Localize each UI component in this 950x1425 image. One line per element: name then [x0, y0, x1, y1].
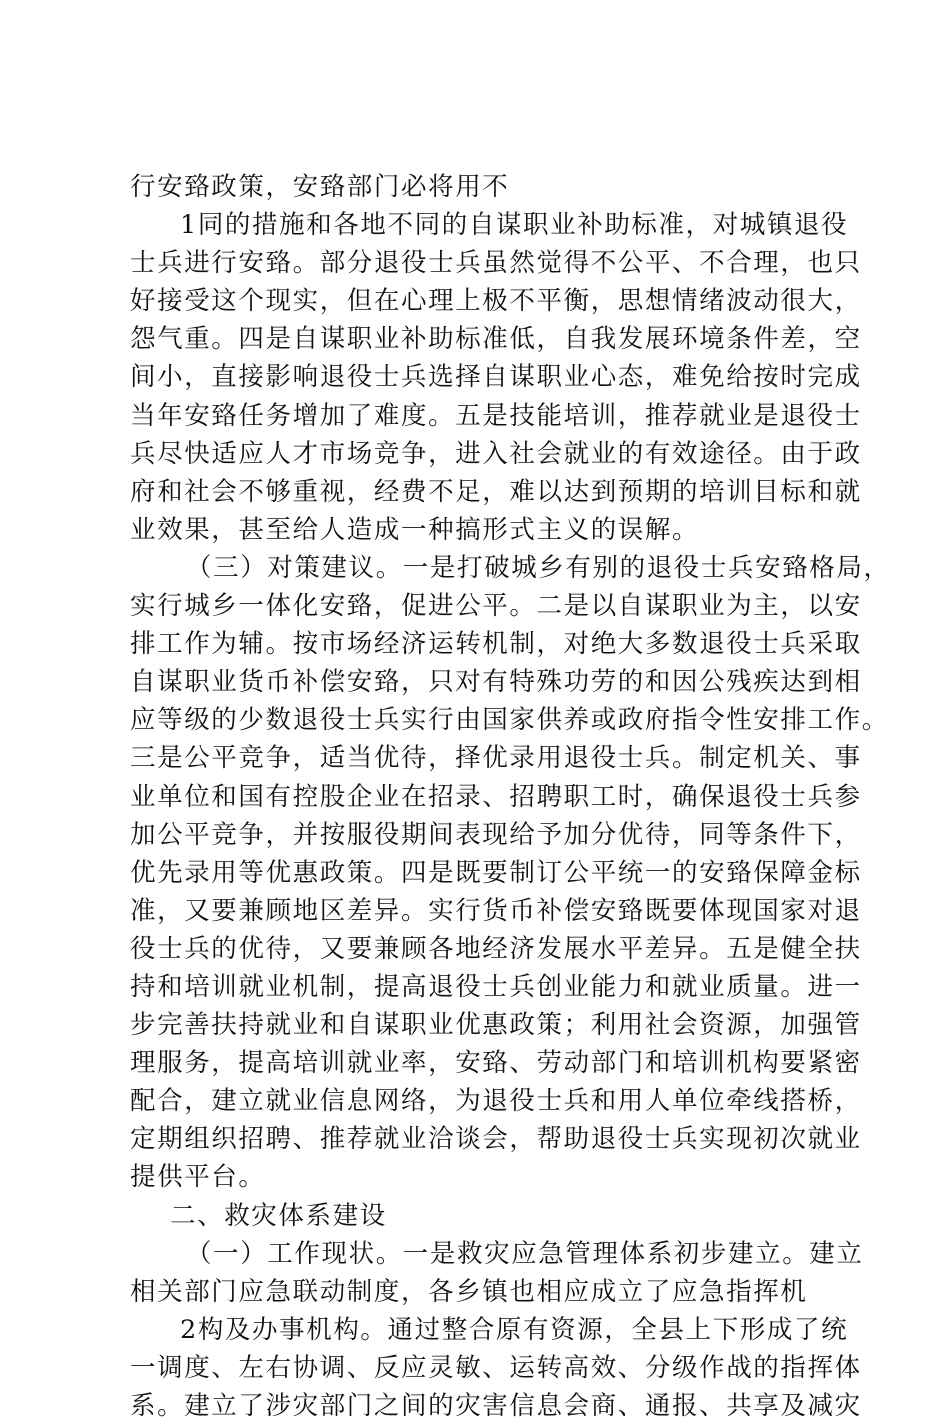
text-line: 定期组织招聘、推荐就业洽谈会，帮助退役士兵实现初次就业 [130, 1124, 862, 1155]
section-heading: 二、救灾体系建设 [170, 1200, 387, 1231]
text-line: 兵尽快适应人才市场竞争，进入社会就业的有效途径。由于政 [130, 438, 862, 469]
text-line: 业效果，甚至给人造成一种搞形式主义的误解。 [130, 514, 700, 545]
text-line: 1同的措施和各地不同的自谋职业补助标准，对城镇退役 [180, 210, 849, 241]
text-line: 理服务，提高培训就业率，安臵、劳动部门和培训机构要紧密 [130, 1048, 862, 1079]
text-line: 行安臵政策，安臵部门必将用不 [130, 172, 510, 202]
text-line: 府和社会不够重视，经费不足，难以达到预期的培训目标和就 [130, 476, 862, 507]
text-line: 加公平竞争，并按服役期间表现给予加分优待，同等条件下， [130, 819, 862, 850]
text-line: 自谋职业货币补偿安臵，只对有特殊功劳的和因公残疾达到相 [130, 667, 862, 698]
text-line: 一调度、左右协调、反应灵敏、运转高效、分级作战的指挥体 [130, 1352, 862, 1383]
text-line: 准，又要兼顾地区差异。实行货币补偿安臵既要体现国家对退 [130, 895, 862, 926]
text-line: 相关部门应急联动制度，各乡镇也相应成立了应急指挥机 [130, 1276, 808, 1307]
text-line: 实行城乡一体化安臵，促进公平。二是以自谋职业为主，以安 [130, 591, 862, 622]
document-body [130, 168, 891, 1425]
text-line: （一）工作现状。一是救灾应急管理体系初步建立。建立 [186, 1238, 864, 1269]
text-line: 2构及办事机构。通过整合原有资源，全县上下形成了统 [180, 1314, 849, 1345]
text-line: 士兵进行安臵。部分退役士兵虽然觉得不公平、不合理，也只 [130, 248, 862, 279]
text-line: 应等级的少数退役士兵实行由国家供养或政府指令性安排工作。 [130, 705, 889, 736]
text-line: 业单位和国有控股企业在招录、招聘职工时，确保退役士兵参 [130, 781, 862, 812]
text-line: 优先录用等优惠政策。四是既要制订公平统一的安臵保障金标 [130, 857, 862, 888]
text-line: 三是公平竞争，适当优待，择优录用退役士兵。制定机关、事 [130, 743, 862, 774]
text-line: 好接受这个现实，但在心理上极不平衡，思想情绪波动很大， [130, 286, 862, 317]
text-line: 怨气重。四是自谋职业补助标准低，自我发展环境条件差，空 [130, 324, 862, 355]
text-line: 提供平台。 [130, 1162, 266, 1193]
text-line: 当年安臵任务增加了难度。五是技能培训，推荐就业是退役士 [130, 400, 862, 431]
text-line: 步完善扶持就业和自谋职业优惠政策；利用社会资源，加强管 [130, 1010, 862, 1041]
text-line: 持和培训就业机制，提高退役士兵创业能力和就业质量。进一 [130, 971, 862, 1002]
text-line: 间小，直接影响退役士兵选择自谋职业心态，难免给按时完成 [130, 362, 862, 393]
text-line: 系。建立了涉灾部门之间的灾害信息会商、通报、共享及减灾 [130, 1391, 862, 1421]
text-line: 排工作为辅。按市场经济运转机制，对绝大多数退役士兵采取 [130, 629, 862, 660]
text-line: 配合，建立就业信息网络，为退役士兵和用人单位牵线搭桥， [130, 1086, 862, 1117]
text-line: 役士兵的优待，又要兼顾各地经济发展水平差异。五是健全扶 [130, 933, 862, 964]
text-line: （三）对策建议。一是打破城乡有别的退役士兵安臵格局， [186, 552, 891, 583]
